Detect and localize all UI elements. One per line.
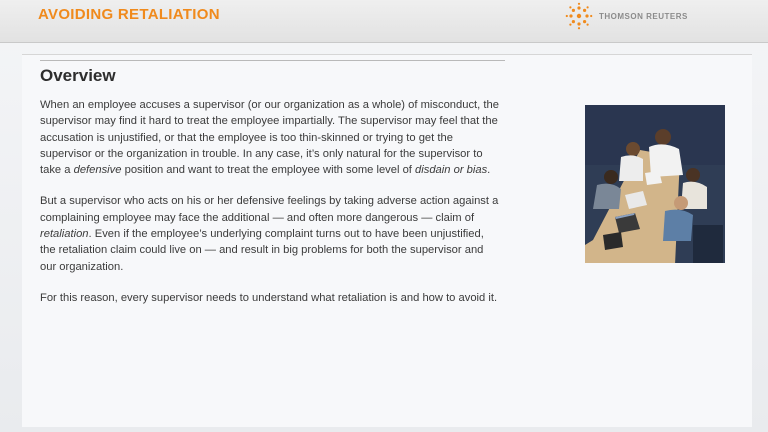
- paragraph-3: For this reason, every supervisor needs to understand what retaliation is and how to avoid it.: [40, 291, 498, 304]
- meeting-photo: [585, 105, 725, 263]
- title-divider: [40, 60, 505, 61]
- course-title: AVOIDING RETALIATION: [38, 6, 220, 23]
- slide-header: [0, 0, 768, 43]
- paragraph-2: But a supervisor who acts on his or her defensive feelings by taking adverse action against a complaining employee may face the additional — and often more dangerous — claim of retaliation. Even if the employee’s underlying complaint turns out to have been unjustified, the retaliation claim could live on — and result in big problems for both the supervisor and our organization.: [40, 195, 499, 273]
- emphasis-disdain: disdain or bias: [415, 164, 488, 177]
- brand-name: THOMSON REUTERS: [599, 11, 688, 21]
- emphasis-defensive: defensive: [73, 164, 122, 177]
- emphasis-retaliation: retaliation: [40, 228, 89, 241]
- paragraph-1: When an employee accuses a supervisor (or our organization as a whole) of misconduct, the supervisor may find it hard to treat the employee impartially. The supervisor may feel that the accusation is unjustified, or that the employee is too thin-skinned or trying to get the supervisor or the organization in trouble. In any case, it’s only natural for the supervisor to take a defensive position and want to treat the employee with some level of disdain or bias.: [40, 99, 499, 177]
- slide-content: [22, 54, 752, 427]
- body-text: [40, 97, 502, 321]
- brand-logo: [565, 3, 688, 29]
- section-title: Overview: [40, 66, 116, 85]
- thomson-reuters-logo-icon: [565, 2, 593, 30]
